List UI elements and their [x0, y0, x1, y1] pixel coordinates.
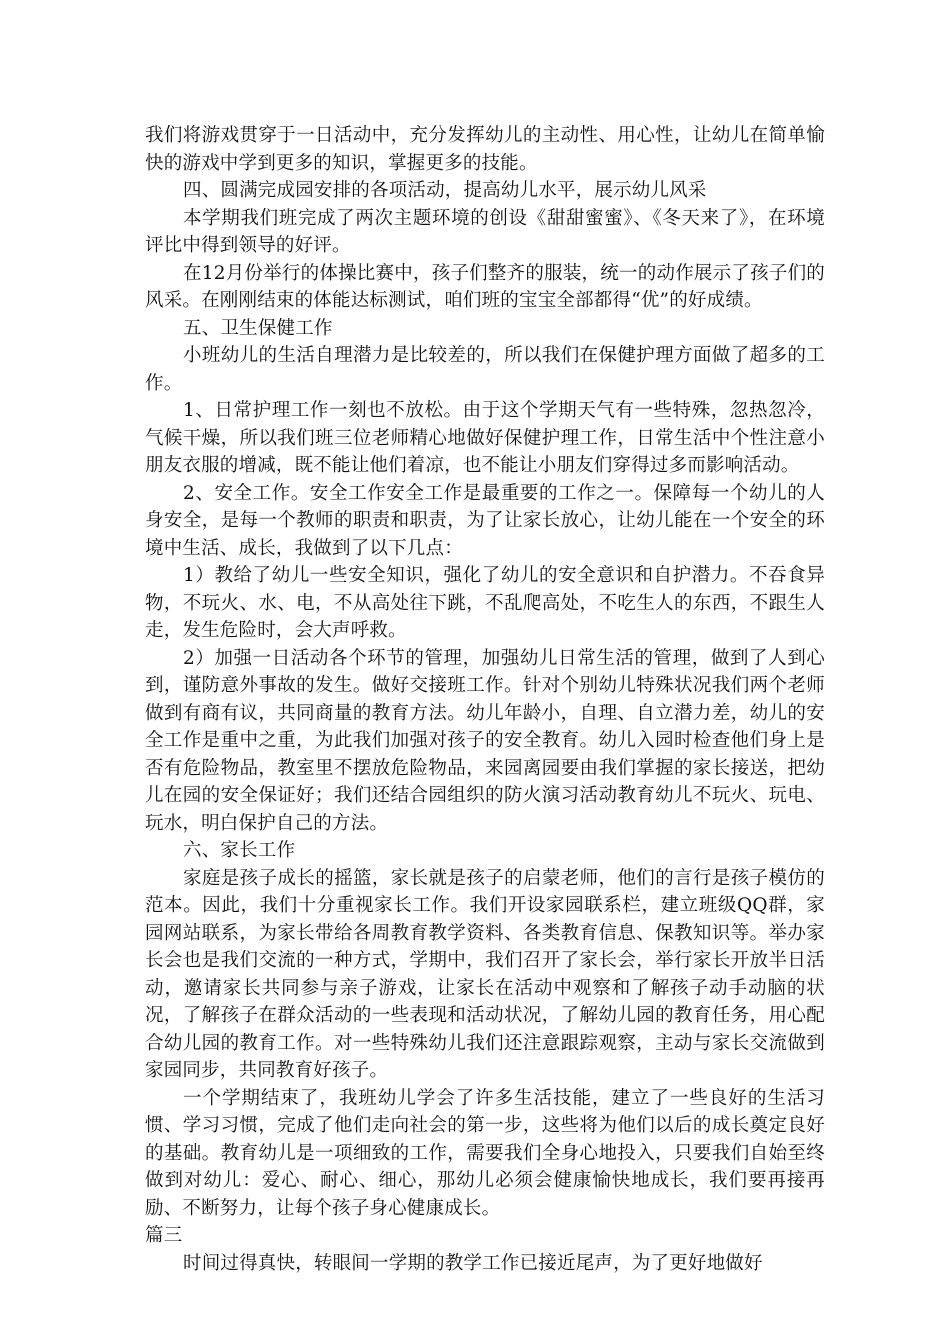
- paragraph-semester-summary: 一个学期结束了，我班幼儿学会了许多生活技能，建立了一些良好的生活习惯、学习习惯，完成了他们走向社会的第一步，这些将为他们以后的成长奠定良好的基础。教育幼儿是一项细致的工作，需要我们全身心地投入，只要我们自始至终做到对幼儿：爱心、耐心、细心，那幼儿必须会健康愉快地成长，我们要再接再励、不断努力，让每个孩子身心健康成长。: [145, 1087, 825, 1219]
- paragraph-gymnastics-contest: 在12月份举行的体操比赛中，孩子们整齐的服装，统一的动作展示了孩子们的风采。在刚刚结束的体能达标测试，咱们班的宝宝全部都得“优”的好成绩。: [145, 262, 825, 311]
- heading-section-four: 四、圆满完成园安排的各项活动，提高幼儿水平，展示幼儿风采: [183, 180, 707, 201]
- paragraph-daily-care: 1、日常护理工作一刻也不放松。由于这个学期天气有一些特殊，忽热忽冷，气候干燥，所以我们班三位老师精心地做好保健护理工作，日常生活中个性注意小朋友衣服的增减，既不能让他们着凉，也不能让小朋友们穿得过多而影响活动。: [145, 400, 825, 476]
- paragraph-daily-management: 2）加强一日活动各个环节的管理，加强幼儿日常生活的管理，做到了人到心到，谨防意外事故的发生。做好交接班工作。针对个别幼儿特殊状况我们两个老师做到有商有议，共同商量的教育方法。幼儿年龄小，自理、自立潜力差，幼儿的安全工作是重中之重，为此我们加强对孩子的安全教育。幼儿入园时检查他们身上是否有危险物品，教室里不摆放危险物品，来园离园要由我们掌握的家长接送，把幼儿在园的安全保证好；我们还结合园组织的防火演习活动教育幼儿不玩火、玩电、玩水，明白保护自己的方法。: [145, 647, 825, 834]
- heading-part-three: 篇三: [145, 1225, 183, 1246]
- paragraph-safety-work: 2、安全工作。安全工作安全工作是最重要的工作之一。保障每一个幼儿的人身安全，是每一个教师的职责和职责，为了让家长放心，让幼儿能在一个安全的环境中生活、成长，我做到了以下几点：: [145, 482, 825, 559]
- heading-section-six: 六、家长工作: [183, 840, 296, 861]
- document-body: [145, 122, 825, 1277]
- paragraph-part-three-intro: 时间过得真快，转眼间一学期的教学工作已接近尾声，为了更好地做好: [183, 1252, 763, 1274]
- paragraph-self-care: 小班幼儿的生活自理潜力是比较差的，所以我们在保健护理方面做了超多的工作。: [145, 345, 825, 394]
- paragraph-safety-knowledge: 1）教给了幼儿一些安全知识，强化了幼儿的安全意识和自护潜力。不吞食异物，不玩火、水、电，不从高处往下跳，不乱爬高处，不吃生人的东西，不跟生人走，发生危险时，会大声呼救。: [145, 565, 825, 641]
- paragraph-parent-work: 家庭是孩子成长的摇篮，家长就是孩子的启蒙老师，他们的言行是孩子模仿的范本。因此，我们十分重视家长工作。我们开设家园联系栏，建立班级QQ群，家园网站联系，为家长带给各周教育教学资料、各类教育信息、保教知识等。举办家长会也是我们交流的一种方式，学期中，我们召开了家长会，举行家长开放半日活动，邀请家长共同参与亲子游戏，让家长在活动中观察和了解孩子动手动脑的状况，了解孩子在群众活动的一些表现和活动状况，了解幼儿园的教育任务，用心配合幼儿园的教育工作。对一些特殊幼儿我们还注意跟踪观察，主动与家长交流做到家园同步，共同教育好孩子。: [145, 867, 825, 1081]
- paragraph-game-activities: 我们将游戏贯穿于一日活动中，充分发挥幼儿的主动性、用心性，让幼儿在简单愉快的游戏中学到更多的知识，掌握更多的技能。: [145, 125, 825, 174]
- paragraph-theme-environment: 本学期我们班完成了两次主题环境的创设《甜甜蜜蜜》、《冬天来了》，在环境评比中得到领导的好评。: [145, 207, 825, 256]
- heading-section-five: 五、卫生保健工作: [183, 317, 333, 339]
